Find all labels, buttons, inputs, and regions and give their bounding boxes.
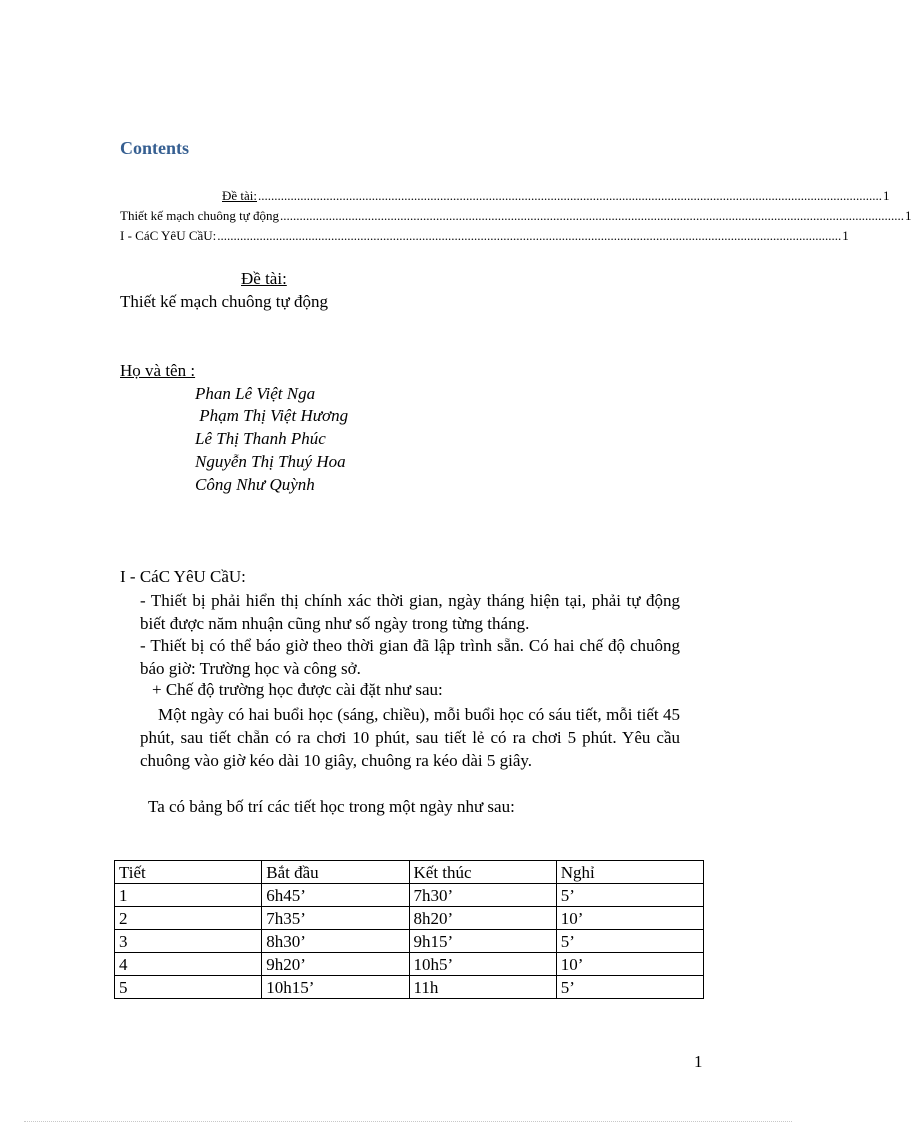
topic-label: Đề tài: — [241, 269, 287, 288]
requirements-heading: I - CáC YêU CầU: — [120, 567, 246, 586]
topic-title: Thiết kế mạch chuông tự động — [120, 292, 328, 311]
mode-school-heading: + Chế độ trường học được cài đặt như sau: — [152, 680, 443, 699]
contents-title: Contents — [120, 138, 190, 158]
table-cell: 5 — [115, 976, 262, 999]
table-row — [115, 930, 704, 953]
toc-entry-requirements[interactable] — [120, 228, 849, 244]
table-cell: 5’ — [556, 884, 703, 907]
table-row — [115, 953, 704, 976]
member-name: Lê Thị Thanh Phúc — [195, 429, 326, 448]
toc-entry-label: Thiết kế mạch chuông tự động — [120, 208, 280, 223]
table-cell: 3 — [115, 930, 262, 953]
table-cell: 7h30’ — [409, 884, 556, 907]
table-cell: 9h15’ — [409, 930, 556, 953]
table-cell: 4 — [115, 953, 262, 976]
header-cell: Nghỉ — [556, 861, 703, 884]
table-cell: 8h30’ — [262, 930, 409, 953]
table-cell: 11h — [409, 976, 556, 999]
table-cell: 7h35’ — [262, 907, 409, 930]
table-cell: 10h5’ — [409, 953, 556, 976]
header-cell: Kết thúc — [409, 861, 556, 884]
table-cell: 8h20’ — [409, 907, 556, 930]
table-row — [115, 976, 704, 999]
table-cell: 5’ — [556, 930, 703, 953]
table-header-row — [115, 861, 704, 884]
table-row — [115, 884, 704, 907]
member-name: Phạm Thị Việt Hương — [195, 406, 349, 425]
table-cell: 10h15’ — [262, 976, 409, 999]
requirement-2: - Thiết bị có thể báo giờ theo thời gian đã lập trình sẵn. Có hai chế độ chuông báo giờ: Trường học và công sở. — [140, 636, 680, 678]
toc-entry-page: 1 — [842, 228, 849, 243]
header-cell: Tiết — [115, 861, 262, 884]
toc-leader-dots: ................................................................................................................................................................................................ — [258, 188, 883, 203]
page-number: 1 — [694, 1052, 703, 1071]
table-row — [115, 907, 704, 930]
member-name: Công Như Quỳnh — [195, 475, 315, 494]
table-cell: 9h20’ — [262, 953, 409, 976]
school-description: Một ngày có hai buổi học (sáng, chiều), mỗi buổi học có sáu tiết, mỗi tiết 45 phút, sau tiết chẵn có ra chơi 10 phút, sau tiết lẻ có ra chơi 5 phút. Yêu cầu chuông vào giờ kéo dài 10 giây, chuông ra kéo dài 5 giây. — [140, 705, 680, 770]
table-cell: 6h45’ — [262, 884, 409, 907]
toc-entry-topic[interactable] — [120, 188, 890, 204]
toc-entry-page: 1 — [905, 208, 912, 223]
table-cell: 1 — [115, 884, 262, 907]
toc-entry-design[interactable] — [120, 208, 912, 224]
table-cell: 10’ — [556, 907, 703, 930]
toc-entry-page: 1 — [883, 188, 890, 203]
member-name: Phan Lê Việt Nga — [195, 384, 316, 403]
toc-leader-dots: ................................................................................................................................................................................................ — [217, 228, 842, 243]
schedule-table — [114, 860, 704, 999]
page-boundary-divider — [24, 1121, 792, 1122]
table-intro: Ta có bảng bố trí các tiết học trong một ngày như sau: — [148, 797, 515, 816]
header-cell: Bắt đầu — [262, 861, 409, 884]
table-cell: 5’ — [556, 976, 703, 999]
member-name: Nguyễn Thị Thuý Hoa — [195, 452, 346, 471]
requirement-1: - Thiết bị phải hiển thị chính xác thời gian, ngày tháng hiện tại, phải tự động biết được năm nhuận cũng như số ngày trong từng tháng. — [140, 591, 680, 633]
toc-entry-label: I - CáC YêU CầU: — [120, 228, 217, 243]
members-label: Họ và tên : — [120, 361, 196, 380]
table-cell: 2 — [115, 907, 262, 930]
toc-entry-label: Đề tài: — [222, 188, 258, 203]
toc-leader-dots: ................................................................................................................................................................................................ — [280, 208, 905, 223]
table-cell: 10’ — [556, 953, 703, 976]
